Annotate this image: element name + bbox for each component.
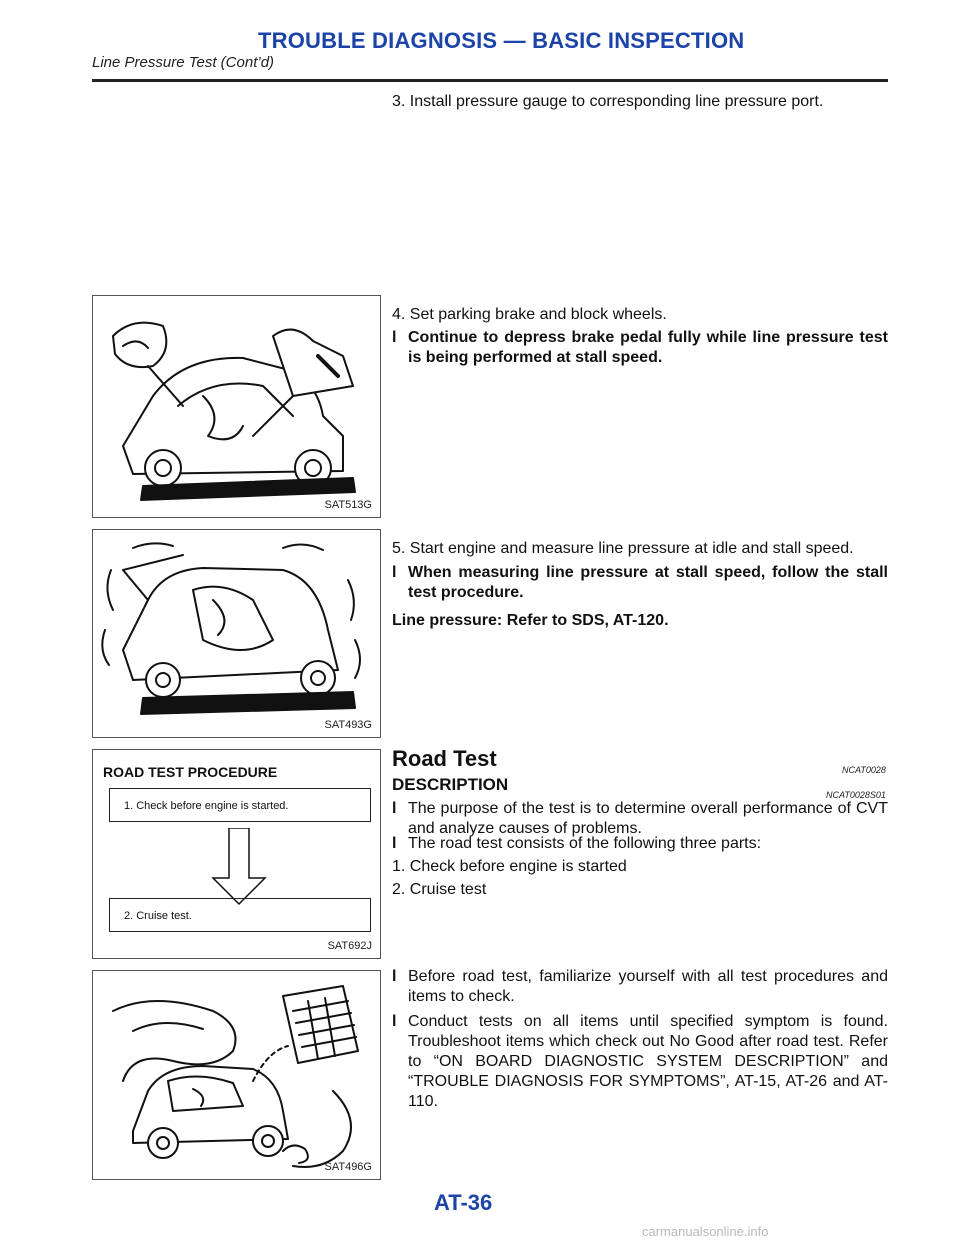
road-test-note-bullet: l Before road test, familiarize yourself with all test procedures and items to check. — [392, 968, 888, 1005]
step5-note: Line pressure: Refer to SDS, AT-120. — [392, 612, 669, 629]
figure-sat496g — [92, 970, 381, 1180]
road-test-part: 1. Check before engine is started — [392, 858, 627, 875]
page-title: TROUBLE DIAGNOSIS — BASIC INSPECTION — [258, 28, 745, 53]
bullet-marker: l — [392, 564, 397, 581]
bullet-marker: l — [392, 800, 397, 817]
bullet-marker: l — [392, 329, 397, 346]
bullet-marker: l — [392, 1013, 397, 1030]
road-test-part: 2. Cruise test — [392, 881, 487, 898]
road-test-bullet: l The road test consists of the following three parts: — [392, 835, 762, 852]
road-test-note-bullet: l Conduct tests on all items until specified symptom is found. Troubleshoot items which check out No Good after road test. Refer to “ON BOARD DIAGNOSTIC SYSTEM DESCRIPTION” and “TROUBLE DIAGNOSIS FOR SYMPTOMS”, AT-15, AT-26 and AT-110. — [392, 1013, 888, 1110]
figure-label: SAT692J — [327, 940, 372, 952]
subsection-code: NCAT0028S01 — [826, 790, 886, 800]
bullet-marker: l — [392, 835, 397, 852]
figure-label: SAT513G — [324, 499, 372, 511]
page-number: AT-36 — [434, 1190, 493, 1215]
step3-text: 3. Install pressure gauge to corresponding line pressure port. — [392, 93, 824, 110]
step5-bullet: l When measuring line pressure at stall speed, follow the stall test procedure. — [392, 564, 888, 601]
figure-sat493g — [92, 529, 381, 738]
procedure-step-box: 2. Cruise test. — [109, 898, 371, 932]
figure-sat513g — [92, 295, 381, 518]
header-divider — [92, 79, 888, 82]
watermark: carmanualsonline.info — [642, 1224, 769, 1239]
road-test-bullet: l The purpose of the test is to determine overall performance of CVT and analyze causes of problems. — [392, 800, 888, 837]
section-heading: Road Test — [392, 746, 497, 771]
step4-text: 4. Set parking brake and block wheels. — [392, 306, 667, 323]
figure-label: SAT496G — [324, 1161, 372, 1173]
car-road-test-illustration-icon — [93, 971, 380, 1179]
road-test-procedure-title: ROAD TEST PROCEDURE — [103, 764, 278, 780]
page-subtitle: Line Pressure Test (Cont’d) — [92, 54, 275, 71]
step5-text: 5. Start engine and measure line pressure at idle and stall speed. — [392, 540, 854, 557]
procedure-step-box: 1. Check before engine is started. — [109, 788, 371, 822]
figure-sat692j — [92, 749, 381, 959]
arrow-down-icon — [209, 828, 269, 908]
figure-label: SAT493G — [324, 719, 372, 731]
section-code: NCAT0028 — [842, 765, 886, 775]
car-engine-running-illustration-icon — [93, 530, 380, 737]
subsection-heading: DESCRIPTION — [392, 775, 509, 794]
step4-bullet: l Continue to depress brake pedal fully while line pressure test is being performed at stall speed. — [392, 329, 888, 366]
car-parking-brake-illustration-icon — [93, 296, 380, 517]
bullet-marker: l — [392, 968, 397, 985]
